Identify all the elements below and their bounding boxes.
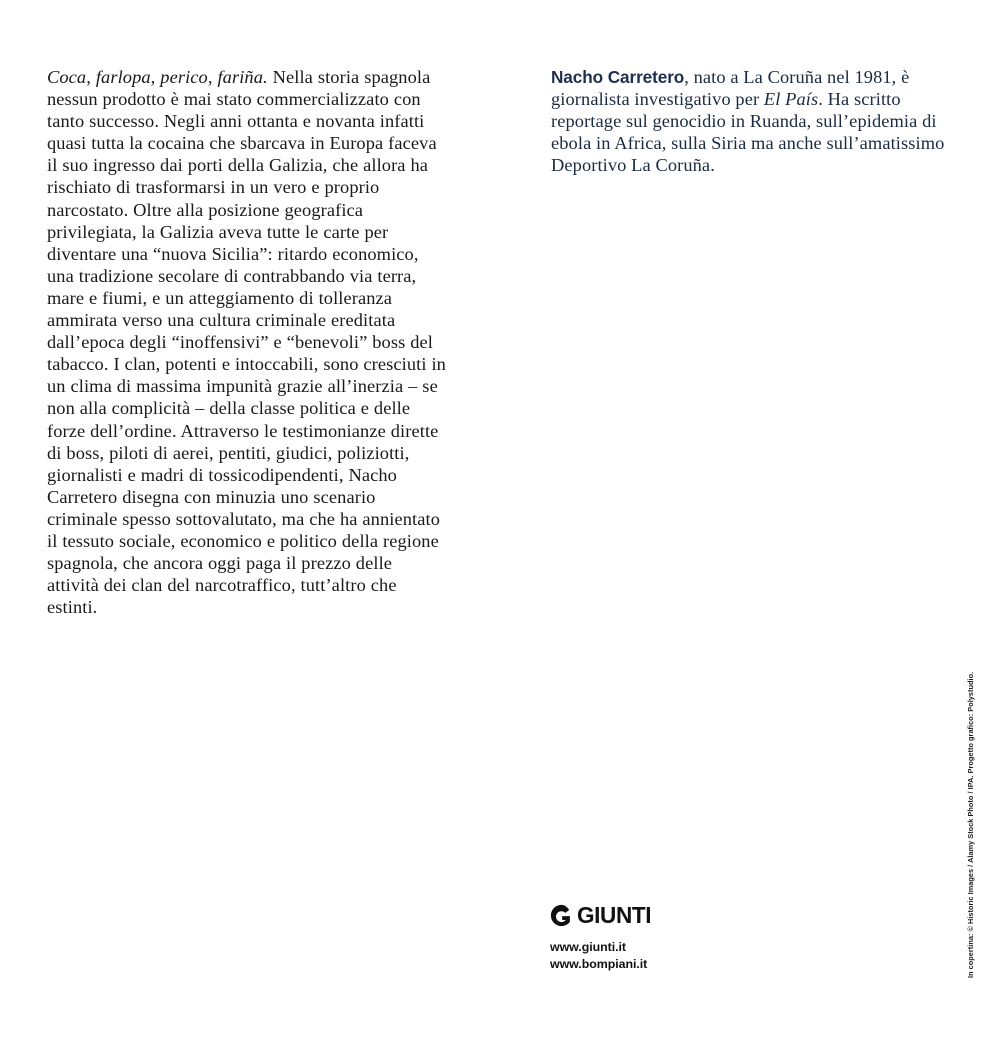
url-bompiani[interactable]: www.bompiani.it — [550, 956, 648, 971]
url-giunti[interactable]: www.giunti.it — [550, 940, 626, 954]
publication-title-el-pais: El País — [763, 89, 819, 110]
publisher-block — [550, 902, 810, 972]
publisher-wordmark: GIUNTI — [577, 901, 652, 928]
giunti-g-mark-icon — [550, 904, 573, 927]
author-name: Nacho Carretero — [551, 67, 685, 87]
author-bio-part-two: . Ha scritto reportage sul genocidio in Ruanda, sull’epidemia di ebola in Africa, sulla Siria ma anche sull’amatissimo Deportivo La Coruña. — [551, 89, 945, 176]
author-bio — [551, 66, 961, 176]
cover-image-credit: In copertina: © Historic Images / Alamy Stock Photo / IPA. Progetto grafico: Polystudio. — [966, 671, 975, 978]
publisher-urls — [550, 939, 810, 972]
author-bio-part-one: , nato a La Coruña nel 1981, è giornalista investigativo per — [551, 67, 910, 110]
blurb-lead-italic: Coca, farlopa, perico, fariña. — [47, 67, 268, 87]
book-blurb — [47, 66, 447, 618]
blurb-body: Nella storia spagnola nessun prodotto è mai stato commercializzato con tanto successo. Negli anni ottanta e novanta infatti quasi tutta la cocaina che sbarcava in Europa faceva il suo ingresso dai porti della Galizia, che allora ha rischiato di trasformarsi in un vero e proprio narcostato. Oltre alla posizione geografica privilegiata, la Galizia aveva tutte le carte per diventare una “nuova Sicilia”: ritardo economico, una tradizione secolare di contrabbando via terra, mare e fiumi, e un atteggiamento di tolleranza ammirata verso una cultura criminale ereditata dall’epoca degli “inoffensivi” e “benevoli” boss del tabacco. I clan, potenti e intoccabili, sono cresciuti in un clima di massima impunità grazie all’inerzia – se non alla complicità – della classe politica e delle forze dell’ordine. Attraverso le testimonianze dirette di boss, piloti di aerei, pentiti, giudici, poliziotti, giornalisti e madri di tossicodipendenti, Nacho Carretero disegna con minuzia uno scenario criminale spesso sottovalutato, ma che ha annientato il tessuto sociale, economico e politico della regione spagnola, che ancora oggi paga il prezzo delle attività dei clan del narcotraffico, tutt’altro che estinti. — [47, 67, 446, 618]
publisher-logo — [550, 902, 810, 928]
